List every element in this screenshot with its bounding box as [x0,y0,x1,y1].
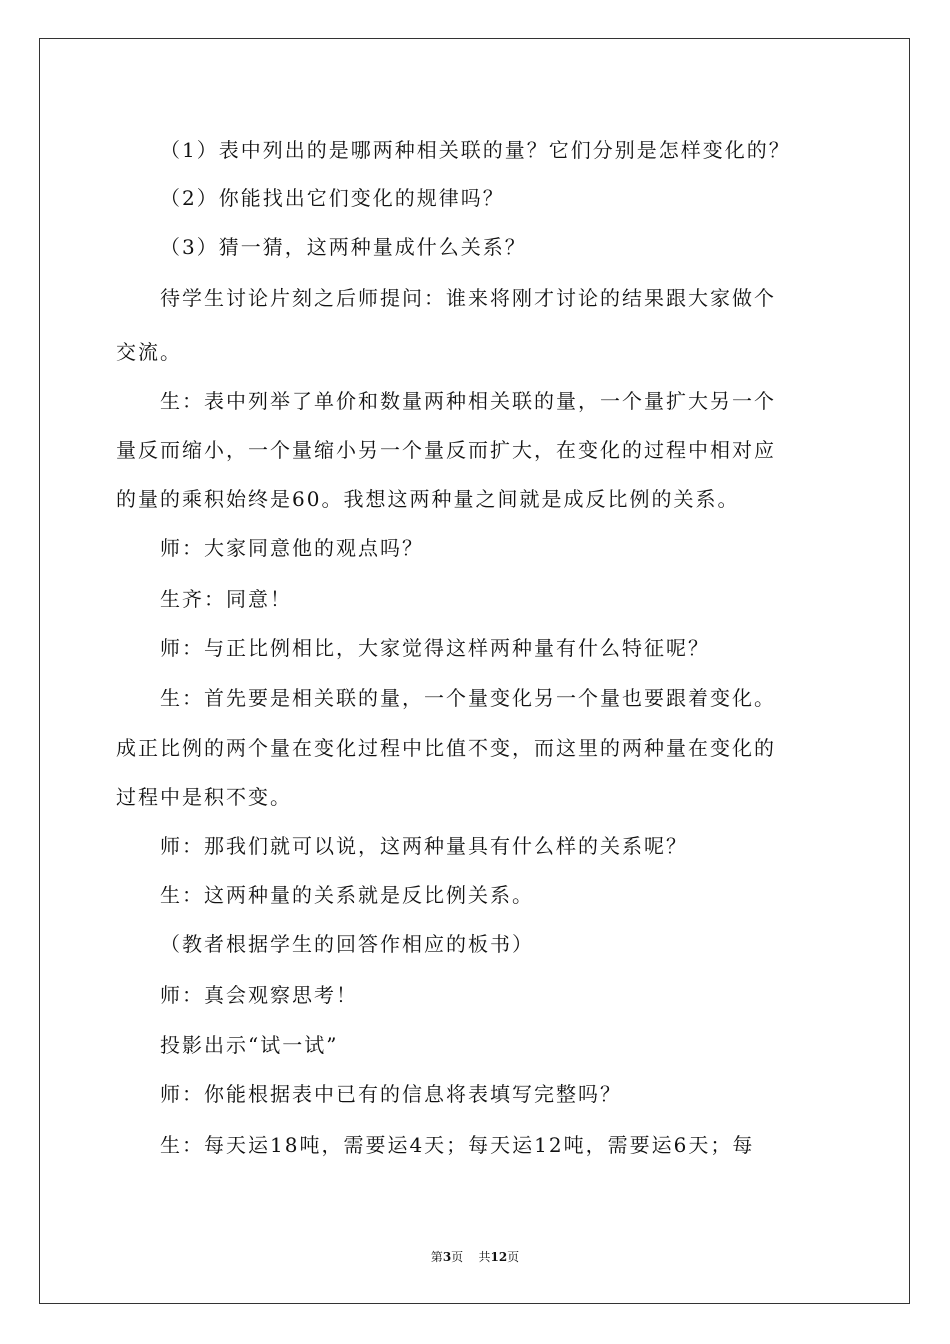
page-suffix: 页 [451,1250,464,1264]
paragraph-line: 成正比例的两个量在变化过程中比值不变，而这里的两种量在变化的 [116,736,776,760]
question-1-line: （1）表中列出的是哪两种相关联的量？它们分别是怎样变化的？ [160,138,791,162]
paragraph-line: 师：与正比例相比，大家觉得这样两种量有什么特征呢？ [160,636,710,660]
page-number: 3 [442,1250,452,1264]
paragraph-line: 生：这两种量的关系就是反比例关系。 [160,883,534,907]
paragraph-line: 师：你能根据表中已有的信息将表填写完整吗？ [160,1082,622,1106]
question-3-line: （3）猜一猜，这两种量成什么关系？ [160,235,527,259]
paragraph-line: 生齐：同意！ [160,587,292,611]
paragraph-line: 师：大家同意他的观点吗？ [160,536,424,560]
page-prefix: 第 [430,1250,443,1264]
paragraph-line: 师：那我们就可以说，这两种量具有什么样的关系呢？ [160,834,688,858]
paragraph-line: 投影出示“试一试” [160,1033,339,1057]
paragraph-line: 量反而缩小，一个量缩小另一个量反而扩大，在变化的过程中相对应 [116,438,776,462]
question-2-line: （2）你能找出它们变化的规律吗？ [160,186,505,210]
total-pages: 12 [490,1250,508,1264]
total-suffix: 页 [507,1250,520,1264]
paragraph-line: （教者根据学生的回答作相应的板书） [160,932,534,956]
paragraph-line: 生：首先要是相关联的量，一个量变化另一个量也要跟着变化。 [160,686,776,710]
paragraph-line: 过程中是积不变。 [116,785,292,809]
paragraph-line: 生：表中列举了单价和数量两种相关联的量，一个量扩大另一个 [160,389,776,413]
paragraph-line: 的量的乘积始终是60。我想这两种量之间就是成反比例的关系。 [116,487,740,511]
page-border [39,38,910,1304]
paragraph-line: 交流。 [116,340,182,364]
total-prefix: 共 [478,1250,491,1264]
page-footer [0,1248,950,1265]
paragraph-line: 生：每天运18吨，需要运4天；每天运12吨，需要运6天；每 [160,1133,755,1157]
paragraph-line: 师：真会观察思考！ [160,983,358,1007]
paragraph-line: 待学生讨论片刻之后师提问：谁来将刚才讨论的结果跟大家做个 [160,286,776,310]
